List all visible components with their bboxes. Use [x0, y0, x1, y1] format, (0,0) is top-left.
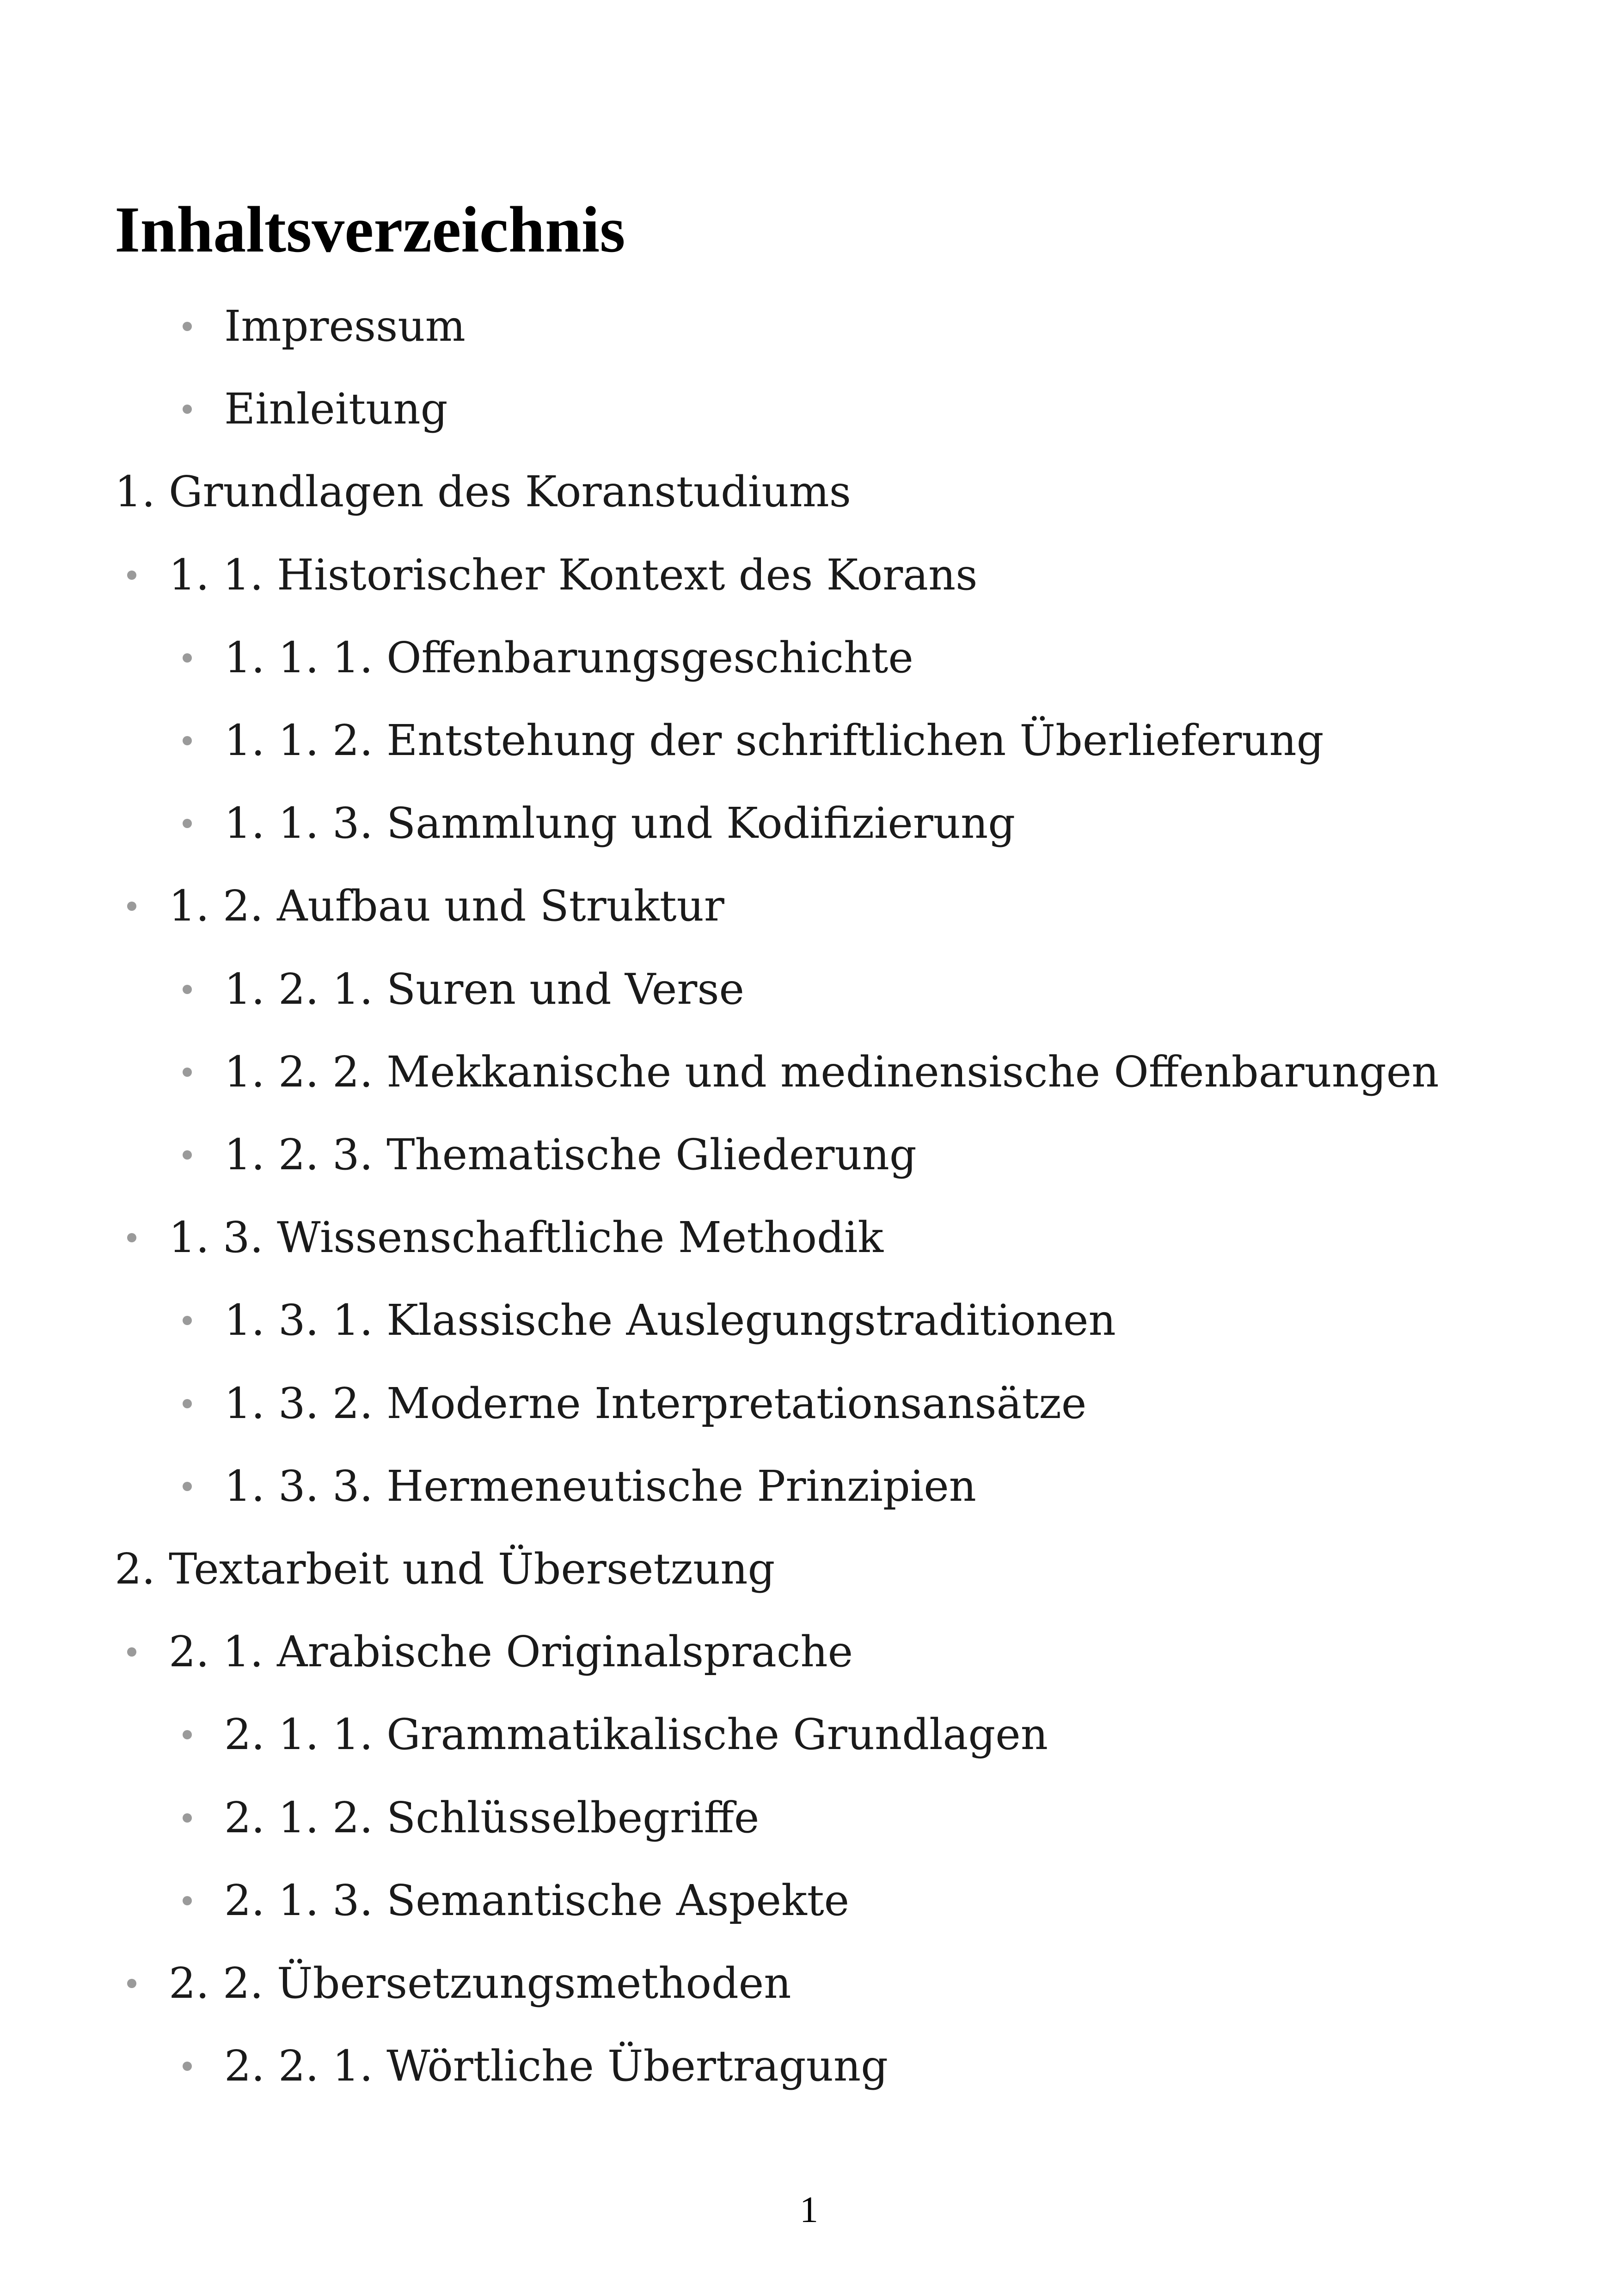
toc-entry[interactable] [224, 1793, 760, 1842]
toc-entry-label[interactable]: 2. 1. 2. Schlüsselbegriffe [224, 1793, 760, 1842]
toc-entry[interactable] [169, 1213, 884, 1262]
toc-entry-label[interactable]: 2. 1. 3. Semantische Aspekte [224, 1876, 850, 1925]
toc-entry-label[interactable]: 2. 2. Übersetzungsmethoden [169, 1958, 791, 2008]
toc-entry[interactable] [224, 1130, 917, 1179]
toc-entry-label[interactable]: 1. 3. 2. Moderne Interpretationsansätze [224, 1379, 1087, 1428]
toc-entry[interactable] [224, 716, 1324, 765]
bullet-icon [183, 405, 192, 414]
bullet-icon [183, 985, 192, 994]
toc-entry-label[interactable]: 1. 2. 1. Suren und Verse [224, 964, 744, 1014]
toc-entry-label[interactable]: 2. Textarbeit und Übersetzung [115, 1544, 775, 1594]
toc-entry-label[interactable]: 1. 2. 2. Mekkanische und medinensische Offenbarungen [224, 1047, 1439, 1097]
bullet-icon [127, 902, 136, 911]
bullet-icon [183, 736, 192, 745]
toc-entry[interactable] [224, 798, 1016, 848]
toc-entry-label[interactable]: Einleitung [224, 384, 448, 434]
toc-entry[interactable] [224, 1876, 850, 1925]
toc-entry[interactable] [224, 2041, 888, 2091]
toc-entry[interactable] [169, 881, 724, 931]
bullet-icon [183, 322, 192, 331]
bullet-icon [183, 819, 192, 828]
toc-entry[interactable] [224, 1047, 1439, 1097]
toc-entry-label[interactable]: 1. 1. 1. Offenbarungsgeschichte [224, 633, 913, 682]
bullet-icon [183, 1316, 192, 1325]
bullet-icon [127, 571, 136, 580]
toc-entry-label[interactable]: 2. 2. 1. Wörtliche Übertragung [224, 2041, 888, 2091]
bullet-icon [127, 1233, 136, 1242]
toc-entry-label[interactable]: 1. 3. 3. Hermeneutische Prinzipien [224, 1461, 976, 1511]
toc-entry[interactable] [169, 1958, 791, 2008]
toc-entry-label[interactable]: 1. 1. Historischer Kontext des Korans [169, 550, 978, 600]
bullet-icon [127, 1647, 136, 1657]
bullet-icon [127, 1979, 136, 1988]
bullet-icon [183, 1896, 192, 1905]
toc-entry-label[interactable]: 1. 1. 3. Sammlung und Kodifizierung [224, 798, 1016, 848]
toc-entry[interactable] [224, 1461, 976, 1511]
page-number: 1 [800, 2190, 818, 2230]
toc-entry-label[interactable]: 2. 1. Arabische Originalsprache [169, 1627, 853, 1676]
page-title: Inhaltsverzeichnis [115, 193, 625, 266]
toc-entry[interactable] [224, 301, 466, 351]
toc-entry[interactable] [224, 384, 448, 434]
toc-entry-label[interactable]: 2. 1. 1. Grammatikalische Grundlagen [224, 1710, 1048, 1759]
toc-entry[interactable] [224, 1710, 1048, 1759]
toc-entry[interactable] [224, 633, 913, 682]
toc-entry-label[interactable]: Impressum [224, 301, 466, 351]
toc-entry[interactable] [224, 964, 744, 1014]
bullet-icon [183, 2062, 192, 2071]
bullet-icon [183, 1813, 192, 1823]
toc-entry-label[interactable]: 1. 2. 3. Thematische Gliederung [224, 1130, 917, 1179]
toc-entry-label[interactable]: 1. 2. Aufbau und Struktur [169, 881, 724, 931]
bullet-icon [183, 1730, 192, 1739]
toc-entry[interactable] [224, 1379, 1087, 1428]
toc-entry[interactable] [169, 550, 978, 600]
bullet-icon [183, 1068, 192, 1077]
toc-entry-label[interactable]: 1. 3. 1. Klassische Auslegungstraditionen [224, 1295, 1116, 1345]
toc-entry[interactable] [115, 1544, 775, 1594]
bullet-icon [183, 1150, 192, 1160]
toc-entry[interactable] [169, 1627, 853, 1676]
bullet-icon [183, 653, 192, 663]
toc-entry-label[interactable]: 1. 1. 2. Entstehung der schriftlichen Überlieferung [224, 716, 1324, 765]
toc-entry-label[interactable]: 1. 3. Wissenschaftliche Methodik [169, 1213, 884, 1262]
bullet-icon [183, 1399, 192, 1408]
bullet-icon [183, 1482, 192, 1491]
toc-entry[interactable] [224, 1295, 1116, 1345]
toc-entry[interactable] [115, 467, 851, 516]
toc-entry-label[interactable]: 1. Grundlagen des Koranstudiums [115, 467, 851, 516]
